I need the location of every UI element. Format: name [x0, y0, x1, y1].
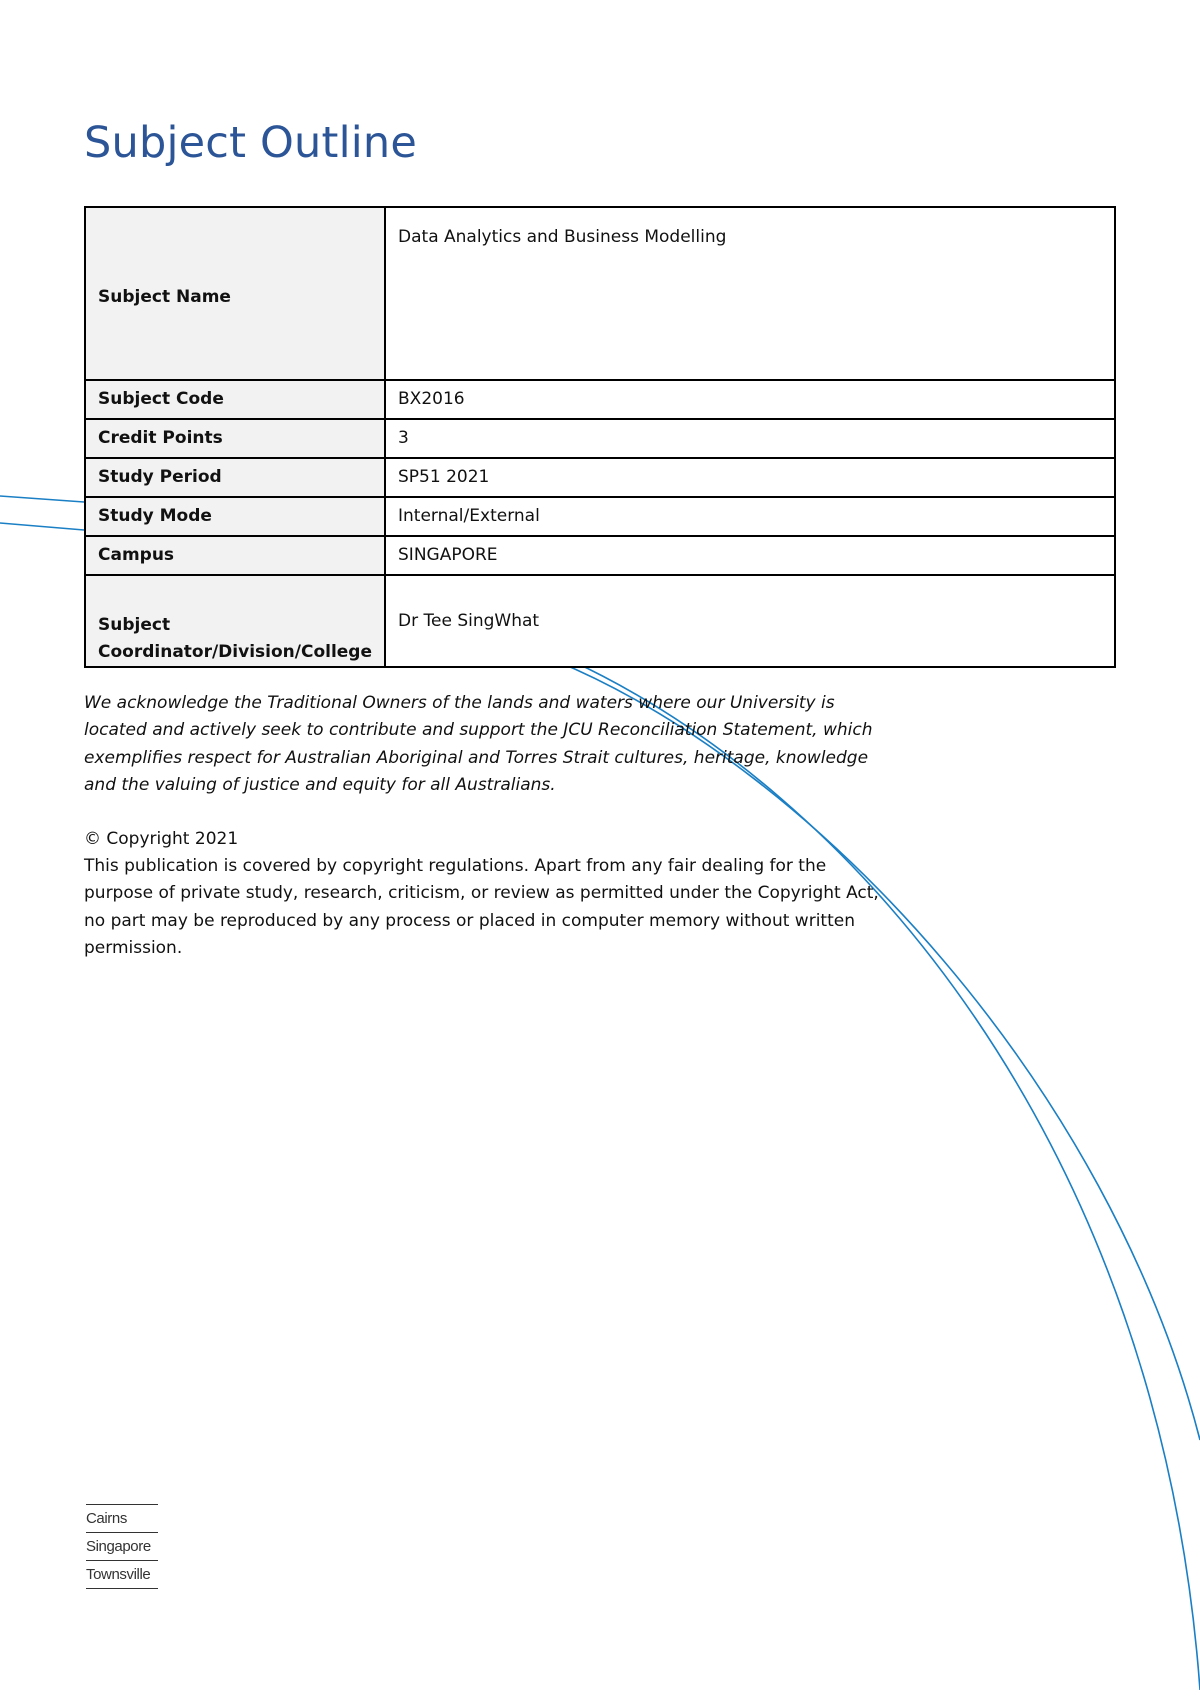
row-value-study-mode: Internal/External [385, 497, 1115, 536]
row-value-subject-code: BX2016 [385, 380, 1115, 419]
table-row [85, 458, 1115, 497]
table-row [85, 207, 1115, 380]
row-label-study-mode: Study Mode [85, 497, 385, 536]
row-value-subject-coordinator: Dr Tee SingWhat [385, 575, 1115, 667]
row-label-subject-name: Subject Name [85, 207, 385, 380]
row-label-credit-points: Credit Points [85, 419, 385, 458]
campus-list [86, 1504, 158, 1589]
table-row [85, 536, 1115, 575]
row-label-subject-coordinator: Subject Coordinator/Division/College [85, 575, 385, 667]
copyright-heading: © Copyright 2021 [84, 829, 239, 849]
row-value-campus: SINGAPORE [385, 536, 1115, 575]
copyright-notice: This publication is covered by copyright regulations. Apart from any fair dealing for the purpose of private study, research, criticism, or review as permitted under the Copyright Act, no part may be reproduced by any process or placed in computer memory without written permission. [84, 856, 879, 958]
campus-item-cairns: Cairns [86, 1504, 158, 1532]
row-value-subject-name: Data Analytics and Business Modelling [385, 207, 1115, 380]
row-label-study-period: Study Period [85, 458, 385, 497]
table-row [85, 380, 1115, 419]
page-title: Subject Outline [84, 118, 417, 168]
row-label-campus: Campus [85, 536, 385, 575]
subject-details-table [84, 206, 1116, 668]
campus-item-townsville: Townsville [86, 1560, 158, 1589]
table-row [85, 419, 1115, 458]
campus-item-singapore: Singapore [86, 1532, 158, 1560]
row-value-credit-points: 3 [385, 419, 1115, 458]
row-label-subject-code: Subject Code [85, 380, 385, 419]
table-row [85, 575, 1115, 667]
table-row [85, 497, 1115, 536]
acknowledgement-of-country: We acknowledge the Traditional Owners of the lands and waters where our University is located and actively seek to contribute and support the JCU Reconciliation Statement, which exemplifies respect for Australian Aboriginal and Torres Strait cultures, heritage, knowledge and the valuing of justice and equity for all Australians. [84, 693, 873, 795]
row-value-study-period: SP51 2021 [385, 458, 1115, 497]
